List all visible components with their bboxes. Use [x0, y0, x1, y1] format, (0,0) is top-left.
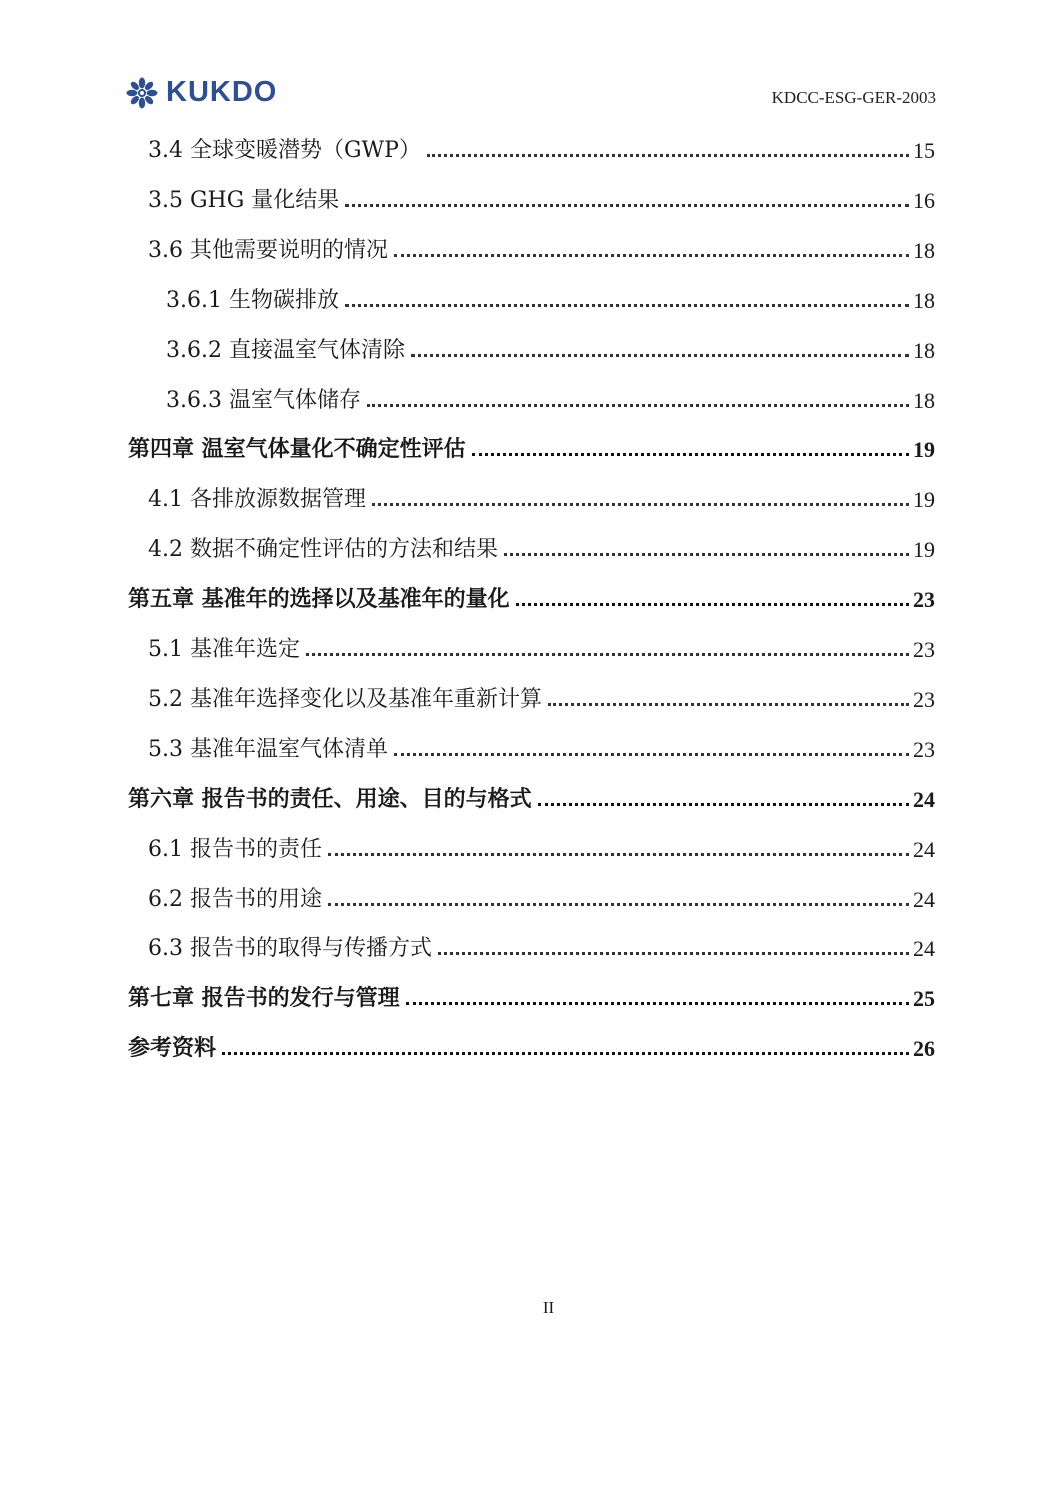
toc-dot-leader: [394, 753, 909, 756]
toc-entry-page: 19: [913, 487, 935, 513]
company-logo: [126, 76, 277, 109]
toc-dot-leader: [472, 453, 909, 456]
toc-entry-label: 5.1 基准年选定: [148, 637, 300, 662]
toc-entry-label: 4.1 各排放源数据管理: [148, 487, 366, 513]
toc-section-entry[interactable]: [148, 479, 935, 513]
toc-entry-label: 6.2 报告书的用途: [148, 886, 322, 912]
toc-entry-label: 3.4 全球变暖潜势（GWP）: [148, 138, 421, 163]
toc-entry-page: 18: [913, 287, 935, 313]
logo-text: KUKDO: [166, 76, 278, 108]
toc-dot-leader: [394, 254, 909, 257]
toc-entry-page: 18: [913, 387, 935, 413]
toc-dot-leader: [345, 304, 909, 307]
toc-dot-leader: [367, 404, 909, 407]
toc-entry-page: 23: [913, 637, 935, 662]
toc-dot-leader: [372, 503, 909, 506]
toc-entry-label: 4.2 数据不确定性评估的方法和结果: [148, 537, 498, 563]
toc-entry-page: 25: [913, 986, 935, 1012]
toc-dot-leader: [427, 154, 909, 157]
toc-entry-label: 3.6 其他需要说明的情况: [148, 237, 388, 263]
toc-entry-label: 3.6.2 直接温室气体清除: [166, 337, 405, 363]
toc-dot-leader: [538, 803, 909, 806]
toc-dot-leader: [328, 903, 909, 906]
toc-dot-leader: [306, 653, 909, 656]
toc-dot-leader: [516, 603, 909, 606]
toc-entry-label: 6.3 报告书的取得与传播方式: [148, 936, 432, 962]
toc-entry-page: 23: [913, 686, 935, 712]
toc-section-entry[interactable]: [166, 330, 935, 364]
toc-dot-leader: [222, 1052, 909, 1055]
toc-entry-page: 24: [913, 786, 935, 812]
toc-entry-label: 3.6.1 生物碳排放: [166, 287, 339, 313]
toc-entry-label: 第四章 温室气体量化不确定性评估: [128, 436, 466, 463]
page-number: II: [542, 1298, 555, 1317]
toc-chapter-entry[interactable]: [128, 579, 935, 613]
toc-chapter-entry[interactable]: [128, 1028, 935, 1062]
toc-entry-page: 23: [913, 736, 935, 762]
toc-entry-page: 19: [913, 537, 935, 563]
toc-chapter-entry[interactable]: [128, 429, 935, 463]
toc-entry-page: 23: [913, 587, 935, 613]
toc-entry-label: 参考资料: [128, 1035, 217, 1062]
toc-entry-page: 26: [913, 1036, 935, 1062]
toc-entry-page: 24: [913, 886, 935, 912]
toc-entry-page: 15: [913, 138, 935, 163]
toc-entry-label: 6.1 报告书的责任: [148, 836, 322, 862]
toc-chapter-entry[interactable]: [128, 978, 935, 1012]
kukdo-emblem-icon: [126, 77, 158, 109]
toc-dot-leader: [438, 952, 909, 955]
toc-dot-leader: [406, 1002, 909, 1005]
toc-section-entry[interactable]: [166, 380, 935, 414]
toc-section-entry[interactable]: [148, 130, 935, 164]
toc-section-entry[interactable]: [148, 829, 935, 863]
toc-dot-leader: [504, 553, 909, 556]
toc-entry-label: 5.3 基准年温室气体清单: [148, 736, 388, 762]
toc-dot-leader: [411, 354, 909, 357]
toc-section-entry[interactable]: [148, 729, 935, 763]
toc-section-entry[interactable]: [148, 629, 935, 663]
toc-dot-leader: [345, 204, 909, 207]
toc-entry-label: 第六章 报告书的责任、用途、目的与格式: [128, 785, 532, 812]
toc-section-entry[interactable]: [148, 180, 935, 214]
toc-entry-page: 24: [913, 836, 935, 862]
toc-entry-page: 19: [913, 437, 935, 463]
toc-entry-page: 18: [913, 337, 935, 363]
toc-entry-label: 3.6.3 温室气体储存: [166, 387, 361, 413]
toc-section-entry[interactable]: [166, 280, 935, 314]
toc-section-entry[interactable]: [148, 529, 935, 563]
toc-chapter-entry[interactable]: [128, 779, 935, 813]
toc-dot-leader: [548, 703, 909, 706]
toc-section-entry[interactable]: [148, 928, 935, 962]
toc-entry-label: 5.2 基准年选择变化以及基准年重新计算: [148, 686, 542, 712]
toc-section-entry[interactable]: [148, 879, 935, 913]
toc-section-entry[interactable]: [148, 230, 935, 264]
toc-dot-leader: [328, 853, 909, 856]
toc-entry-label: 第七章 报告书的发行与管理: [128, 985, 400, 1012]
toc-entry-label: 第五章 基准年的选择以及基准年的量化: [128, 586, 510, 613]
toc-section-entry[interactable]: [148, 679, 935, 713]
toc-entry-label: 3.5 GHG 量化结果: [148, 187, 340, 213]
toc-entry-page: 16: [913, 187, 935, 213]
document-code: KDCC-ESG-GER-2003: [771, 88, 936, 107]
toc-entry-page: 18: [913, 237, 935, 263]
toc-entry-page: 24: [913, 936, 935, 962]
